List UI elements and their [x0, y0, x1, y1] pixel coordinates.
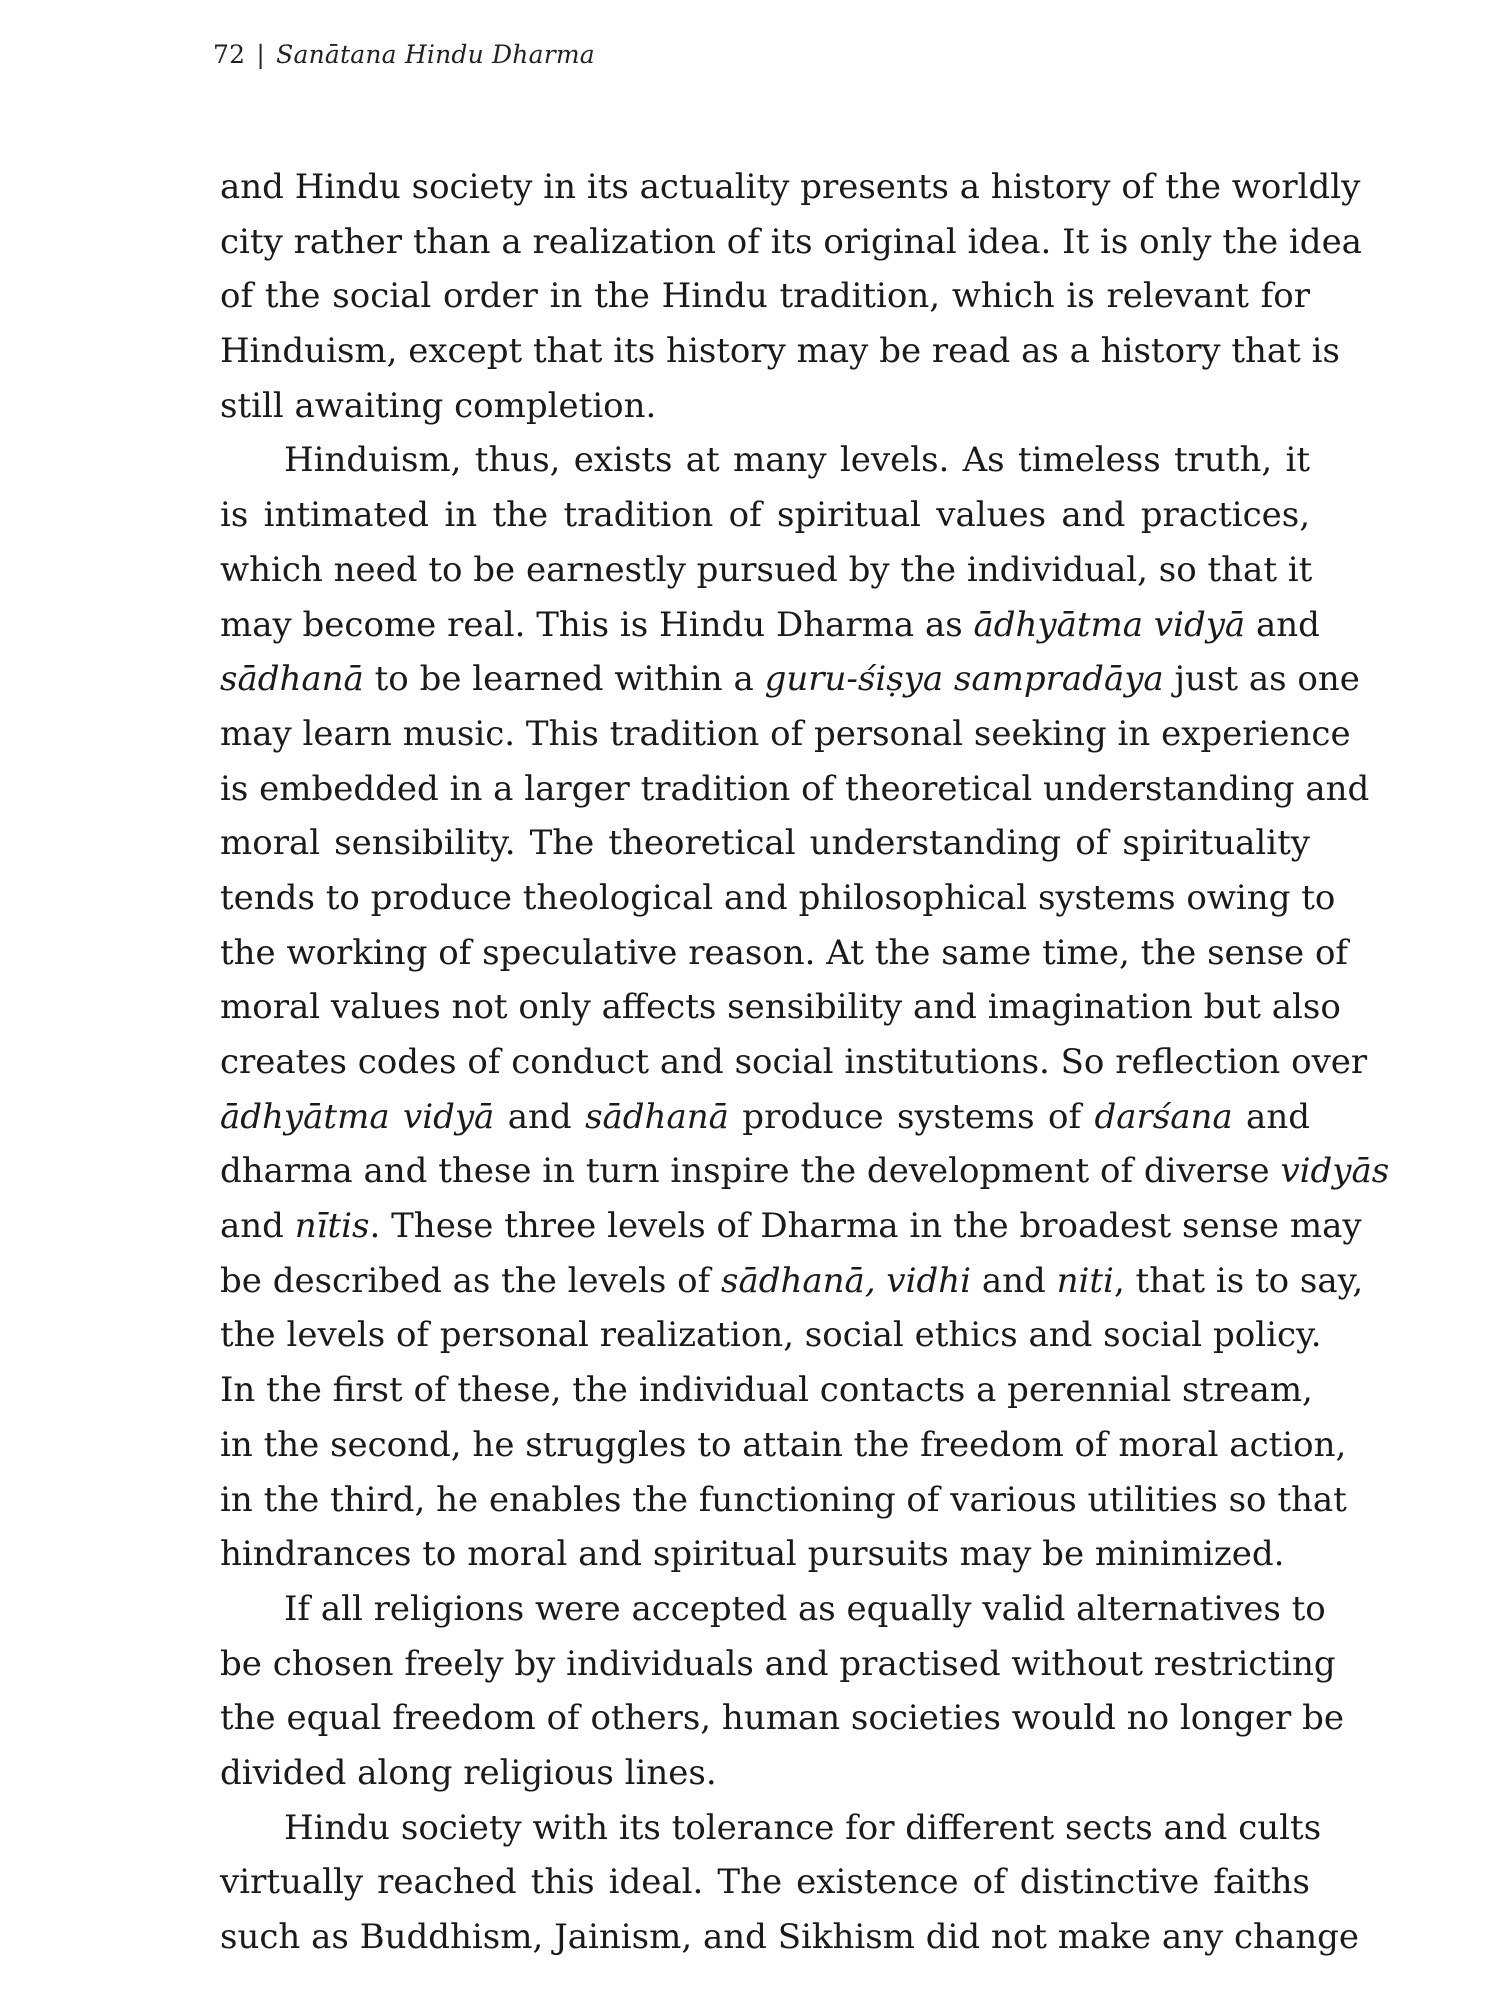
- text-run: and: [1232, 1096, 1310, 1137]
- text-line: [220, 1308, 1322, 1363]
- text-run: be chosen freely by individuals and practised without restricting: [220, 1643, 1336, 1684]
- paragraph: [220, 160, 1362, 433]
- text-line: [220, 652, 1360, 707]
- text-run: moral sensibility. The theoretical understanding of spirituality: [220, 823, 1310, 864]
- paragraph: [220, 1801, 1359, 1965]
- text-run: and: [220, 1206, 295, 1247]
- text-line: [220, 707, 1351, 762]
- text-run: to be learned within a: [363, 659, 765, 700]
- text-run: . These three levels of Dharma in the broadest sense may: [369, 1206, 1362, 1247]
- text-line: [220, 1144, 1390, 1199]
- text-line: [220, 1254, 1364, 1309]
- text-line: [220, 980, 1341, 1035]
- text-run: hindrances to moral and spiritual pursuits may be minimized.: [220, 1534, 1285, 1575]
- text-line: [220, 488, 1310, 543]
- text-run: and: [971, 1260, 1057, 1301]
- text-line: [220, 1199, 1362, 1254]
- text-run: moral values not only affects sensibility and imagination but also: [220, 987, 1341, 1028]
- text-line: [220, 1582, 1326, 1637]
- paragraph: [220, 433, 1390, 1581]
- text-run: be described as the levels of: [220, 1260, 721, 1301]
- text-line: [220, 1363, 1313, 1418]
- text-line: [220, 215, 1362, 270]
- text-run: , that is to say,: [1113, 1260, 1364, 1301]
- text-line: [220, 926, 1348, 981]
- italic-term: vidyās: [1280, 1151, 1390, 1192]
- text-run: In the first of these, the individual contacts a perennial stream,: [220, 1370, 1313, 1411]
- text-line: [220, 1473, 1347, 1528]
- text-line: [220, 543, 1313, 598]
- text-run: and: [1245, 604, 1320, 645]
- text-line: [220, 269, 1310, 324]
- italic-term: sādhanā: [585, 1096, 729, 1137]
- text-run: city rather than a realization of its original idea. It is only the idea: [220, 221, 1362, 262]
- text-run: the levels of personal realization, social ethics and social policy.: [220, 1315, 1322, 1356]
- text-run: the working of speculative reason. At the same time, the sense of: [220, 932, 1348, 973]
- italic-term: niti: [1056, 1260, 1114, 1301]
- running-head: [213, 40, 595, 69]
- text-line: [220, 324, 1340, 379]
- body-text: [220, 160, 1390, 1965]
- text-run: If all religions were accepted as equally valid alternatives to: [284, 1588, 1326, 1629]
- text-run: virtually reached this ideal. The existence of distinctive faiths: [220, 1862, 1310, 1903]
- text-line: [220, 816, 1310, 871]
- text-line: [220, 1637, 1336, 1692]
- text-run: still awaiting completion.: [220, 385, 657, 426]
- text-line: [220, 1090, 1310, 1145]
- text-line: [220, 1035, 1368, 1090]
- italic-term: nītis: [294, 1206, 370, 1247]
- text-run: dharma and these in turn inspire the development of diverse: [220, 1151, 1281, 1192]
- text-run: Hindu society with its tolerance for different sects and cults: [284, 1807, 1322, 1848]
- text-run: is intimated in the tradition of spiritual values and practices,: [220, 495, 1310, 536]
- text-line: [220, 379, 1310, 434]
- italic-term: sādhanā, vidhi: [721, 1260, 972, 1301]
- text-run: and: [494, 1096, 586, 1137]
- text-run: produce systems of: [728, 1096, 1095, 1137]
- italic-term: guru-śiṣya sampradāya: [764, 659, 1164, 700]
- italic-term: ādhyātma vidyā: [973, 604, 1246, 645]
- text-run: creates codes of conduct and social institutions. So reflection over: [220, 1042, 1368, 1082]
- text-line: [220, 433, 1310, 488]
- text-run: tends to produce theological and philosophical systems owing to: [220, 877, 1336, 918]
- italic-term: darśana: [1094, 1096, 1233, 1137]
- text-run: Hinduism, thus, exists at many levels. As timeless truth, it: [284, 440, 1310, 481]
- text-run: of the social order in the Hindu tradition, which is relevant for: [220, 276, 1310, 317]
- text-run: in the second, he struggles to attain the freedom of moral action,: [220, 1424, 1347, 1465]
- text-run: which need to be earnestly pursued by the individual, so that it: [220, 549, 1313, 590]
- text-line: [220, 1910, 1359, 1965]
- text-line: [220, 1418, 1347, 1473]
- text-run: is embedded in a larger tradition of theoretical understanding and: [220, 768, 1370, 809]
- text-line: [220, 1746, 1310, 1801]
- text-run: the equal freedom of others, human societies would no longer be: [220, 1698, 1344, 1739]
- paragraph: [220, 1582, 1344, 1801]
- book-title: Sanātana Hindu Dharma: [276, 40, 595, 69]
- text-run: such as Buddhism, Jainism, and Sikhism did not make any change: [220, 1917, 1359, 1957]
- text-line: [220, 762, 1370, 817]
- text-run: and Hindu society in its actuality presents a history of the worldly: [220, 167, 1361, 207]
- text-line: [220, 160, 1361, 215]
- text-run: divided along religious lines.: [220, 1752, 717, 1793]
- text-run: may become real. This is Hindu Dharma as: [220, 604, 974, 645]
- text-run: just as one: [1163, 659, 1360, 700]
- italic-term: sādhanā: [220, 659, 364, 700]
- text-run: may learn music. This tradition of personal seeking in experience: [220, 713, 1351, 754]
- header-separator: |: [256, 40, 265, 69]
- text-line: [220, 1855, 1310, 1910]
- italic-term: ādhyātma vidyā: [220, 1096, 495, 1137]
- page-number: 72: [213, 40, 246, 69]
- text-line: [220, 598, 1320, 653]
- text-run: in the third, he enables the functioning of various utilities so that: [220, 1479, 1347, 1520]
- text-line: [220, 871, 1336, 926]
- text-run: Hinduism, except that its history may be read as a history that is: [220, 331, 1340, 372]
- text-line: [220, 1801, 1322, 1856]
- text-line: [220, 1527, 1310, 1582]
- text-line: [220, 1691, 1344, 1746]
